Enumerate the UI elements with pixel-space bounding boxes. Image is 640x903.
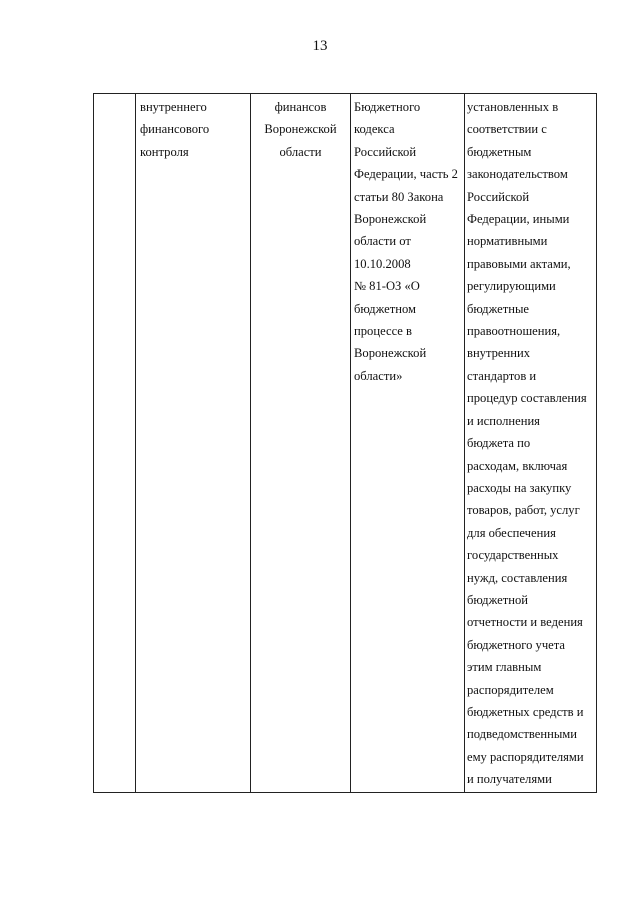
cell-line: установленных в bbox=[467, 100, 559, 114]
cell-line: процессе в bbox=[354, 324, 412, 339]
cell-line: статьи 80 Закона bbox=[354, 189, 444, 204]
table-cell-description bbox=[465, 94, 597, 793]
cell-line: бюджетных средств и bbox=[467, 704, 584, 719]
cell-line: процедур составления bbox=[467, 391, 587, 406]
cell-text bbox=[251, 94, 350, 163]
cell-line: правоотношения, bbox=[467, 324, 561, 339]
cell-line: Федерации, иными bbox=[467, 212, 570, 227]
cell-line: 10.10.2008 bbox=[354, 256, 411, 271]
cell-line: бюджетного учета bbox=[467, 637, 566, 652]
cell-line: подведомственными bbox=[467, 727, 578, 742]
cell-line: Российской bbox=[354, 144, 417, 159]
cell-line: бюджетные bbox=[467, 301, 530, 316]
cell-line: правовыми актами, bbox=[467, 256, 571, 271]
cell-line: контроля bbox=[140, 144, 189, 159]
cell-line: финансового bbox=[140, 122, 210, 137]
table-cell-body bbox=[251, 94, 351, 793]
table-row bbox=[94, 94, 597, 793]
cell-line: Бюджетного bbox=[354, 100, 421, 114]
cell-line: соответствии с bbox=[467, 122, 547, 137]
cell-line: и получателями bbox=[467, 772, 552, 787]
cell-line: стандартов и bbox=[467, 368, 537, 383]
cell-line: области от bbox=[354, 234, 411, 249]
cell-line: распорядителем bbox=[467, 682, 554, 697]
cell-line: нормативными bbox=[467, 234, 548, 249]
cell-line: бюджетной bbox=[467, 592, 528, 607]
cell-line: области» bbox=[354, 368, 403, 383]
cell-text bbox=[465, 94, 596, 791]
cell-line: внутренних bbox=[467, 346, 531, 361]
page-number: 13 bbox=[312, 38, 328, 54]
cell-line: Воронежской bbox=[264, 122, 337, 137]
cell-line: бюджетном bbox=[354, 301, 416, 316]
cell-line: ему распорядителями bbox=[467, 749, 584, 764]
cell-line: области bbox=[279, 144, 322, 159]
cell-line: Российской bbox=[467, 189, 530, 204]
cell-line: расходам, включая bbox=[467, 458, 568, 473]
cell-text bbox=[136, 94, 250, 163]
cell-line: нужд, составления bbox=[467, 570, 568, 585]
cell-line: для обеспечения bbox=[467, 525, 556, 540]
table-cell-number bbox=[94, 94, 136, 793]
document-table bbox=[93, 93, 597, 793]
table-cell-control-type bbox=[136, 94, 251, 793]
cell-line: государственных bbox=[467, 548, 559, 563]
cell-line: товаров, работ, услуг bbox=[467, 503, 580, 518]
cell-line: расходы на закупку bbox=[467, 480, 572, 495]
cell-line: регулирующими bbox=[467, 279, 556, 294]
cell-text bbox=[94, 94, 135, 96]
cell-line: № 81-ОЗ «О bbox=[354, 279, 420, 294]
cell-line: этим главным bbox=[467, 660, 542, 675]
cell-line: Федерации, часть 2 bbox=[354, 167, 458, 182]
cell-line: Воронежской bbox=[354, 212, 427, 227]
cell-line: отчетности и ведения bbox=[467, 615, 583, 630]
cell-text bbox=[351, 94, 464, 387]
cell-line: кодекса bbox=[354, 122, 395, 137]
cell-line: финансов bbox=[274, 100, 327, 114]
cell-line: бюджетным bbox=[467, 144, 532, 159]
cell-line: и исполнения bbox=[467, 413, 540, 428]
cell-line: внутреннего bbox=[140, 100, 207, 114]
cell-line: законодательством bbox=[467, 167, 568, 182]
table-cell-legal-basis bbox=[351, 94, 465, 793]
cell-line: бюджета по bbox=[467, 436, 531, 451]
cell-line: Воронежской bbox=[354, 346, 427, 361]
